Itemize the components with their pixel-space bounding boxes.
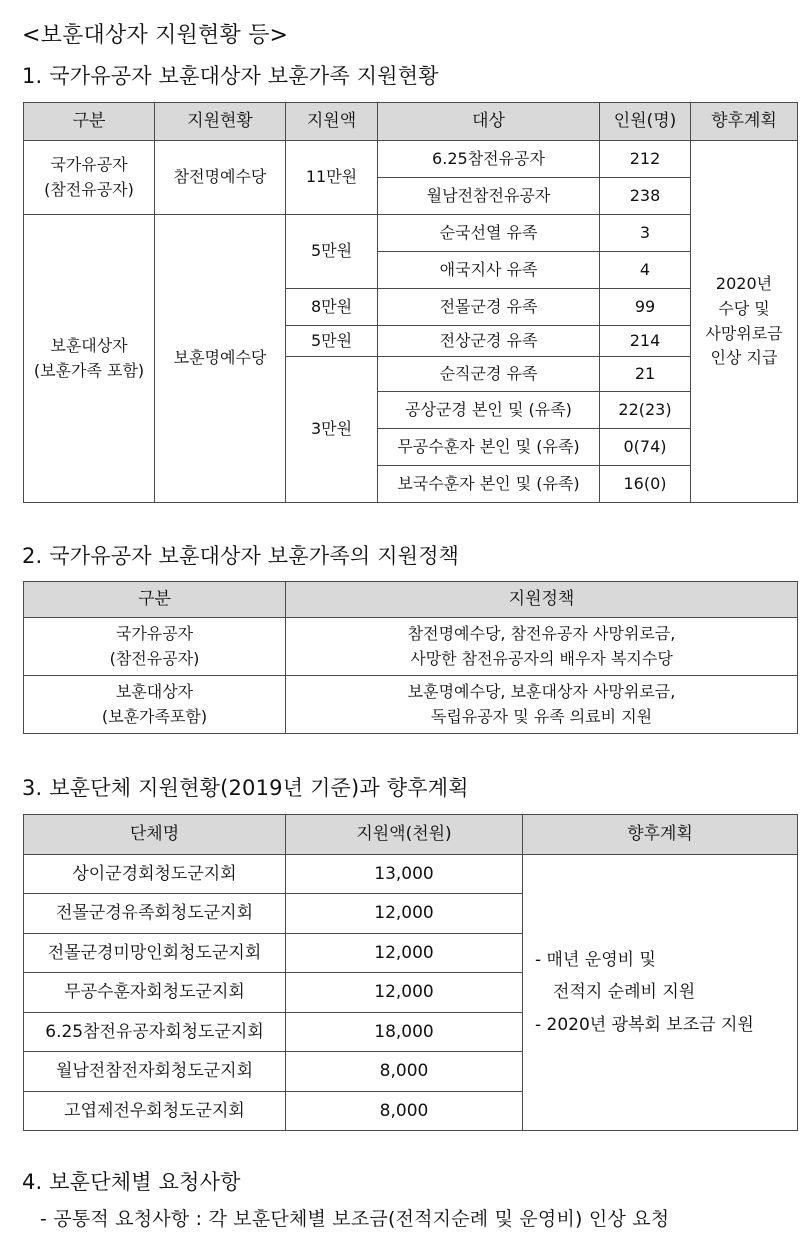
request-item: - 공통적 요청사항 : 각 보훈단체별 보조금(전적지순례 및 운영비) 인상 요청 xyxy=(40,1208,670,1230)
group-name-cell: 월남전참전자회청도군지회 xyxy=(24,1052,286,1092)
count-cell: 22(23) xyxy=(600,392,691,429)
header-category: 구분 xyxy=(24,103,155,141)
count-cell: 99 xyxy=(600,289,691,326)
table-row xyxy=(24,141,798,178)
section3-heading: 3. 보훈단체 지원현황(2019년 기준)과 향후계획 xyxy=(22,776,469,800)
header-policy: 지원정책 xyxy=(286,582,798,618)
header-group-name: 단체명 xyxy=(24,815,286,855)
amount-cell: 12,000 xyxy=(286,934,523,973)
amount-cell: 12,000 xyxy=(286,973,523,1013)
section1-heading: 1. 국가유공자 보훈대상자 보훈가족 지원현황 xyxy=(22,64,439,88)
amount-cell: 12,000 xyxy=(286,894,523,934)
amount-cell: 18,000 xyxy=(286,1013,523,1052)
veterans-support-table xyxy=(23,102,798,503)
plan-cell: 2020년 수당 및 사망위로금 인상 지급 xyxy=(691,141,798,503)
group-support-table xyxy=(23,814,798,1131)
category-cell: 보훈대상자 (보훈가족 포함) xyxy=(24,215,155,503)
count-cell: 212 xyxy=(600,141,691,178)
policy-cell: 참전명예수당, 참전유공자 사망위로금, 사망한 참전유공자의 배우자 복지수당 xyxy=(286,618,798,676)
header-amount: 지원액 xyxy=(286,103,378,141)
support-cell: 참전명예수당 xyxy=(155,141,286,215)
count-cell: 16(0) xyxy=(600,466,691,503)
amount-cell: 13,000 xyxy=(286,855,523,894)
category-cell: 보훈대상자 (보훈가족포함) xyxy=(24,676,286,734)
group-name-cell: 상이군경회청도군지회 xyxy=(24,855,286,894)
category-cell: 국가유공자 (참전유공자) xyxy=(24,141,155,215)
header-amount: 지원액(천원) xyxy=(286,815,523,855)
section2-heading: 2. 국가유공자 보훈대상자 보훈가족의 지원정책 xyxy=(22,544,460,568)
amount-cell: 8만원 xyxy=(286,289,378,326)
table-header-row xyxy=(24,582,798,618)
count-cell: 0(74) xyxy=(600,429,691,466)
target-cell: 월남전참전유공자 xyxy=(378,178,600,215)
count-cell: 4 xyxy=(600,252,691,289)
table-row xyxy=(24,215,798,252)
group-name-cell: 전몰군경유족회청도군지회 xyxy=(24,894,286,934)
table-row xyxy=(24,676,798,734)
count-cell: 238 xyxy=(600,178,691,215)
target-cell: 보국수훈자 본인 및 (유족) xyxy=(378,466,600,503)
policy-cell: 보훈명예수당, 보훈대상자 사망위로금, 독립유공자 및 유족 의료비 지원 xyxy=(286,676,798,734)
header-category: 구분 xyxy=(24,582,286,618)
table-row xyxy=(24,855,798,894)
amount-cell: 5만원 xyxy=(286,215,378,289)
target-cell: 전몰군경 유족 xyxy=(378,289,600,326)
amount-cell: 11만원 xyxy=(286,141,378,215)
target-cell: 6.25참전유공자 xyxy=(378,141,600,178)
target-cell: 애국지사 유족 xyxy=(378,252,600,289)
count-cell: 3 xyxy=(600,215,691,252)
table-header-row xyxy=(24,815,798,855)
target-cell: 전상군경 유족 xyxy=(378,326,600,357)
support-cell: 보훈명예수당 xyxy=(155,215,286,503)
amount-cell: 3만원 xyxy=(286,357,378,503)
count-cell: 214 xyxy=(600,326,691,357)
page-title: <보훈대상자 지원현황 등> xyxy=(22,23,289,48)
table-header-row xyxy=(24,103,798,141)
target-cell: 공상군경 본인 및 (유족) xyxy=(378,392,600,429)
plan-cell: - 매년 운영비 및 전적지 순례비 지원 - 2020년 광복회 보조금 지원 xyxy=(523,855,798,1131)
header-target: 대상 xyxy=(378,103,600,141)
table-row xyxy=(24,618,798,676)
amount-cell: 8,000 xyxy=(286,1052,523,1092)
header-support: 지원현황 xyxy=(155,103,286,141)
group-name-cell: 전몰군경미망인회청도군지회 xyxy=(24,934,286,973)
support-policy-table xyxy=(23,581,798,734)
header-plan: 향후계획 xyxy=(691,103,798,141)
category-cell: 국가유공자 (참전유공자) xyxy=(24,618,286,676)
target-cell: 순국선열 유족 xyxy=(378,215,600,252)
target-cell: 무공수훈자 본인 및 (유족) xyxy=(378,429,600,466)
amount-cell: 5만원 xyxy=(286,326,378,357)
group-name-cell: 무공수훈자회청도군지회 xyxy=(24,973,286,1013)
count-cell: 21 xyxy=(600,357,691,392)
header-count: 인원(명) xyxy=(600,103,691,141)
amount-cell: 8,000 xyxy=(286,1092,523,1131)
group-name-cell: 6.25참전유공자회청도군지회 xyxy=(24,1013,286,1052)
target-cell: 순직군경 유족 xyxy=(378,357,600,392)
section4-heading: 4. 보훈단체별 요청사항 xyxy=(22,1170,241,1194)
header-plan: 향후계획 xyxy=(523,815,798,855)
group-name-cell: 고엽제전우회청도군지회 xyxy=(24,1092,286,1131)
